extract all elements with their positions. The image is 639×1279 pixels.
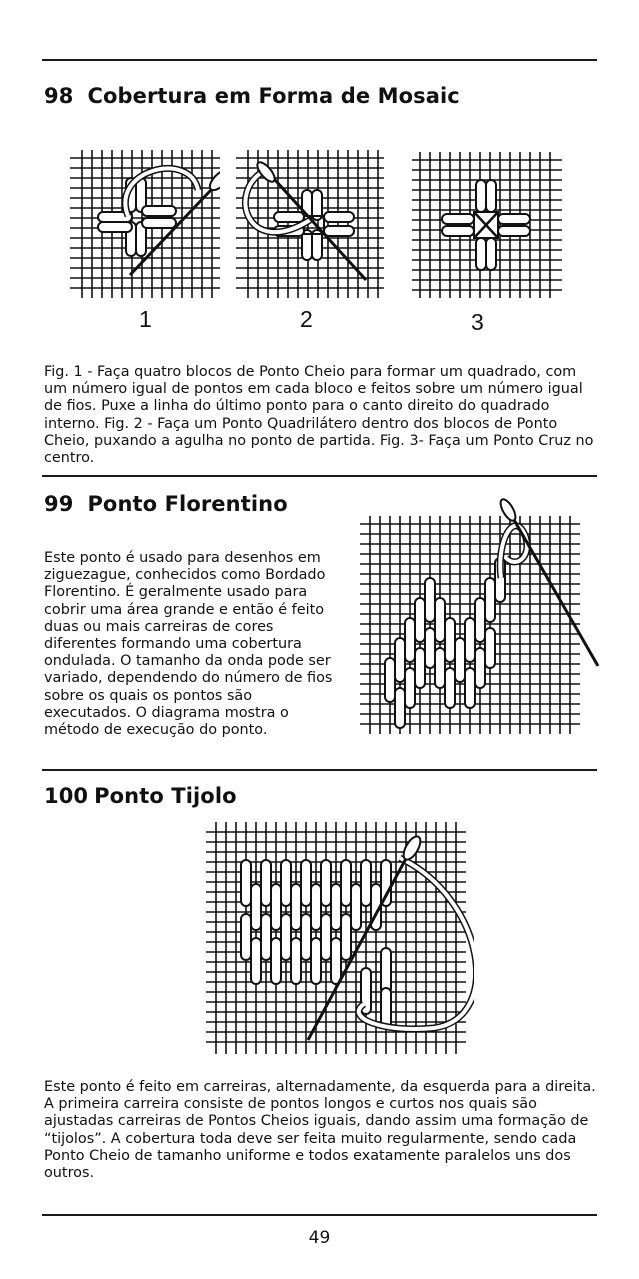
figure-label-3: 3	[471, 309, 484, 335]
mosaic-figure-1	[70, 150, 220, 300]
section-98-body: Fig. 1 - Faça quatro blocos de Ponto Cheio para formar um quadrado, com um número igual de pontos em cada bloco e feitos sobre um número igual de fios. Puxe a linha do último ponto para o canto direito do quadrado interno. Fig. 2 - Faça um Ponto Quadrilátero dentro dos blocos de Ponto Cheio, puxando a agulha no ponto de partida. Fig. 3- Faça um Ponto Cruz no centro.	[44, 364, 594, 467]
section-99-title: Ponto Florentino	[87, 492, 288, 516]
florentine-stitch-diagram	[356, 498, 600, 736]
brick-stitch-diagram	[204, 818, 474, 1056]
section-100-title: Ponto Tijolo	[94, 784, 237, 808]
mosaic-figure-2	[236, 150, 384, 300]
figure-label-2: 2	[300, 306, 313, 332]
section-99-body: Este ponto é usado para desenhos em ziguezague, conhecidos como Bordado Florentino. É geralmente usado para cobrir uma área grande e então é feito duas ou mais carreiras de cores diferentes formando uma cobertura ondulada. O tamanho da onda pode ser variado, dependendo do número de fios sobre os quais os pontos são executados. O diagrama mostra o método de execução do ponto.	[44, 550, 333, 739]
top-rule	[42, 59, 597, 61]
section-98-title: Cobertura em Forma de Mosaic	[87, 84, 460, 108]
mosaic-figure-3	[412, 152, 562, 300]
section-98-heading	[44, 84, 460, 108]
section-99-rule	[42, 475, 597, 477]
section-100-rule	[42, 769, 597, 771]
figure-label-1: 1	[139, 306, 152, 332]
section-99-heading	[44, 492, 288, 516]
page-number: 49	[308, 1228, 331, 1248]
section-98-number: 98	[44, 84, 74, 108]
section-100-heading	[44, 784, 237, 808]
section-100-number: 100	[44, 784, 89, 808]
section-100-body: Este ponto é feito em carreiras, alternadamente, da esquerda para a direita. A primeira carreira consiste de pontos longos e curtos nos quais são ajustadas carreiras de Pontos Cheios iguais, dando assim uma formação de “tijolos”. A cobertura toda deve ser feita muito regularmente, sendo cada Ponto Cheio de tamanho uniforme e todos exatamente paralelos uns dos outros.	[44, 1079, 596, 1182]
bottom-rule	[42, 1214, 597, 1216]
section-99-number: 99	[44, 492, 74, 516]
